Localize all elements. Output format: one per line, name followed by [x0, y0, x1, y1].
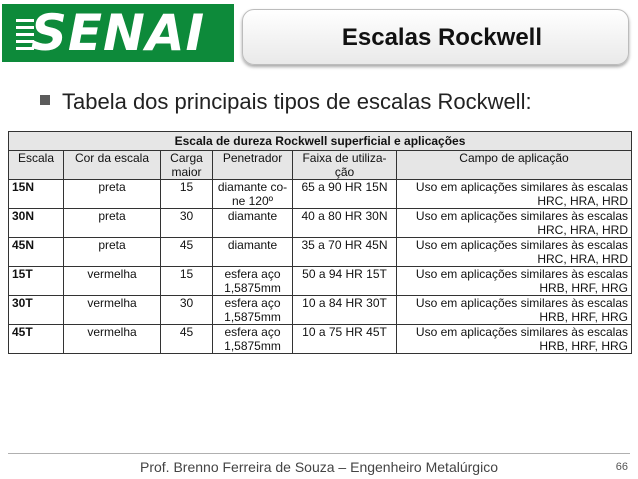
table-cell: vermelha: [64, 325, 161, 354]
table-cell: esfera aço 1,5875mm: [213, 267, 293, 296]
bullet-item: [40, 89, 532, 115]
table-cell: 15: [161, 180, 213, 209]
table-cell: Uso em aplicações similares às escalas HRC, HRA, HRD: [397, 180, 632, 209]
title-box: [242, 9, 629, 65]
table-cell: 30: [161, 296, 213, 325]
table-cell: 10 a 75 HR 45T: [293, 325, 397, 354]
column-header: Escala: [9, 151, 64, 180]
table-row: [9, 238, 632, 267]
table-cell: preta: [64, 238, 161, 267]
table-cell: 10 a 84 HR 30T: [293, 296, 397, 325]
table-row: [9, 325, 632, 354]
table-cell: 30N: [9, 209, 64, 238]
bullet-text: Tabela dos principais tipos de escalas Rockwell:: [62, 89, 532, 114]
table-header-row: [9, 151, 632, 180]
table-cell: preta: [64, 209, 161, 238]
column-header: Faixa de utiliza-ção: [293, 151, 397, 180]
column-header: Campo de aplicação: [397, 151, 632, 180]
table-cell: esfera aço 1,5875mm: [213, 296, 293, 325]
logo-text: SENAI: [30, 4, 206, 62]
table-cell: 45: [161, 325, 213, 354]
table-cell: 40 a 80 HR 30N: [293, 209, 397, 238]
table-cell: 30T: [9, 296, 64, 325]
column-header: Penetrador: [213, 151, 293, 180]
table-cell: 15N: [9, 180, 64, 209]
table-cell: 45T: [9, 325, 64, 354]
table-row: [9, 180, 632, 209]
table-row: [9, 296, 632, 325]
table-cell: 45: [161, 238, 213, 267]
table-cell: diamante: [213, 209, 293, 238]
column-header: Cor da escala: [64, 151, 161, 180]
table-cell: Uso em aplicações similares às escalas HRC, HRA, HRD: [397, 238, 632, 267]
footer-divider: [8, 453, 630, 454]
table-cell: Uso em aplicações similares às escalas HRB, HRF, HRG: [397, 325, 632, 354]
table-cell: 15: [161, 267, 213, 296]
table-row: [9, 267, 632, 296]
table-cell: diamante co-ne 120º: [213, 180, 293, 209]
table-cell: vermelha: [64, 296, 161, 325]
slide-title: Escalas Rockwell: [341, 24, 542, 51]
table-cell: preta: [64, 180, 161, 209]
page-number: 66: [615, 461, 628, 473]
table-cell: 50 a 94 HR 15T: [293, 267, 397, 296]
table-cell: 45N: [9, 238, 64, 267]
table-cell: 65 a 90 HR 15N: [293, 180, 397, 209]
senai-logo: [2, 4, 234, 62]
table-cell: 30: [161, 209, 213, 238]
table-cell: Uso em aplicações similares às escalas HRB, HRF, HRG: [397, 296, 632, 325]
table-cell: 15T: [9, 267, 64, 296]
table-row: [9, 209, 632, 238]
table-cell: esfera aço 1,5875mm: [213, 325, 293, 354]
footer-author: Prof. Brenno Ferreira de Souza – Engenheiro Metalúrgico: [140, 459, 498, 475]
table-cell: Uso em aplicações similares às escalas HRB, HRF, HRG: [397, 267, 632, 296]
table-caption: Escala de dureza Rockwell superficial e aplicações: [9, 132, 632, 151]
table-cell: diamante: [213, 238, 293, 267]
table-cell: vermelha: [64, 267, 161, 296]
square-bullet-icon: [40, 95, 50, 105]
table-cell: Uso em aplicações similares às escalas HRC, HRA, HRD: [397, 209, 632, 238]
column-header: Carga maior: [161, 151, 213, 180]
rockwell-table: [8, 131, 632, 354]
table-body: [9, 180, 632, 354]
table-cell: 35 a 70 HR 45N: [293, 238, 397, 267]
